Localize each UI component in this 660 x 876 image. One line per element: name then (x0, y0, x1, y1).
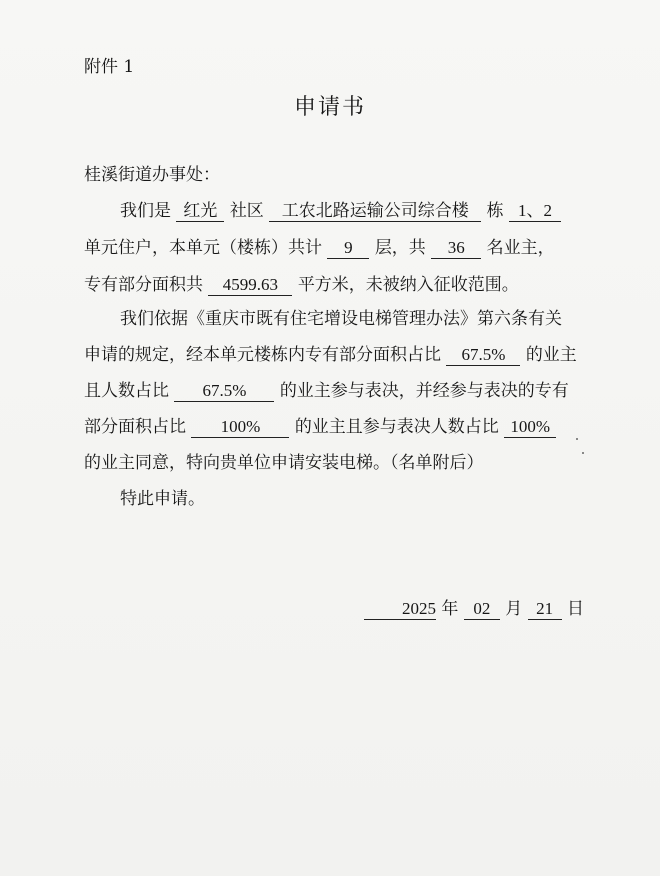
vote-area-pct-field: 100% (191, 418, 289, 438)
units-field: 1、2 (509, 202, 561, 222)
area-field: 4599.63 (208, 276, 292, 296)
p2-line3: 且人数占比 67.5% 的业主参与表决，并经参与表决的专有 (84, 381, 569, 401)
page-title: 申请书 (293, 95, 366, 120)
area-pct-field: 67.5% (446, 346, 520, 366)
attachment-label: 附件 1 (84, 57, 135, 77)
p2-line1: 我们依据《重庆市既有住宅增设电梯管理办法》第六条有关 (120, 309, 562, 329)
month-field: 02 (464, 600, 500, 620)
people-pct-field: 67.5% (174, 382, 274, 402)
building-field: 工农北路运输公司综合楼 (269, 202, 481, 222)
p2-line2: 申请的规定，经本单元楼栋内专有部分面积占比 67.5% 的业主 (84, 345, 577, 365)
p2-line4: 部分面积占比 100% 的业主且参与表决人数占比 100% (84, 412, 556, 438)
addressee: 桂溪街道办事处： (84, 165, 220, 185)
closing-text: 特此申请。 (120, 489, 205, 509)
floors-field: 9 (327, 239, 369, 259)
year-field: 2025 (364, 600, 436, 620)
scan-speck (576, 438, 578, 440)
owners-field: 36 (431, 239, 481, 259)
scan-speck (582, 452, 584, 454)
community-field: 红光 (176, 202, 224, 222)
vote-people-pct-field: 100% (504, 418, 556, 438)
p2-line5: 的业主同意，特向贵单位申请安装电梯。（名单附后） (84, 453, 484, 473)
date-line: 2025 年 02 月 21 日 (364, 594, 584, 620)
p1-line2: 单元住户，本单元（楼栋）共计 9 层，共 36 名业主， (84, 238, 555, 258)
p1-line1: 我们是 红光 社区 工农北路运输公司综合楼 栋 1、2 (120, 196, 561, 222)
p1-line3: 专有部分面积共 4599.63 平方米，未被纳入征收范围。 (84, 275, 519, 295)
day-field: 21 (528, 600, 562, 620)
